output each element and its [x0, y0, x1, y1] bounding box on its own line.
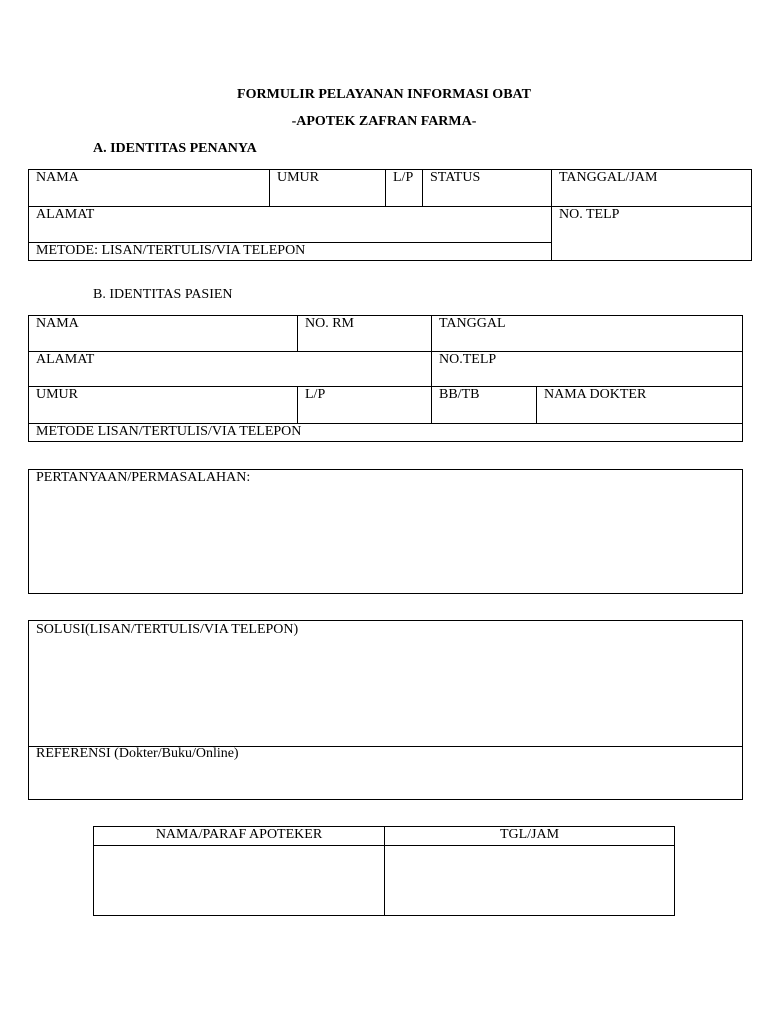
- a-umur-field[interactable]: [269, 169, 386, 207]
- b-metode-field[interactable]: [28, 423, 743, 442]
- b-bb-tb-field[interactable]: [431, 386, 537, 424]
- b-nama-field[interactable]: [28, 315, 298, 352]
- form-title: FORMULIR PELAYANAN INFORMASI OBAT: [237, 87, 531, 102]
- a-nama-field[interactable]: [28, 169, 270, 207]
- tgl-jam-field[interactable]: [384, 845, 675, 916]
- tgl-jam-header: [384, 826, 675, 846]
- a-status-field[interactable]: [422, 169, 552, 207]
- b-bb-tb-label: BB/TB: [439, 387, 480, 402]
- section-b-heading: B. IDENTITAS PASIEN: [93, 287, 233, 302]
- a-alamat-label: ALAMAT: [36, 207, 95, 222]
- apoteker-header: [93, 826, 385, 846]
- b-lp-label: L/P: [305, 387, 326, 402]
- a-metode-label: METODE: LISAN/TERTULIS/VIA TELEPON: [36, 243, 306, 258]
- b-umur-field[interactable]: [28, 386, 298, 424]
- b-lp-field[interactable]: [297, 386, 432, 424]
- referensi-label: REFERENSI (Dokter/Buku/Online): [36, 746, 239, 761]
- b-no-rm-field[interactable]: [297, 315, 432, 352]
- pertanyaan-label: PERTANYAAN/PERMASALAHAN:: [36, 470, 251, 485]
- a-lp-field[interactable]: [385, 169, 423, 207]
- solusi-box[interactable]: [28, 620, 743, 747]
- b-nama-dokter-label: NAMA DOKTER: [544, 387, 647, 402]
- a-tanggal-jam-field[interactable]: [551, 169, 752, 207]
- pertanyaan-box[interactable]: [28, 469, 743, 594]
- a-lp-label: L/P: [393, 170, 414, 185]
- a-alamat-field[interactable]: [28, 206, 552, 243]
- a-no-telp-label: NO. TELP: [559, 207, 620, 222]
- solusi-label: SOLUSI(LISAN/TERTULIS/VIA TELEPON): [36, 622, 299, 637]
- b-alamat-field[interactable]: [28, 351, 432, 387]
- b-metode-label: METODE LISAN/TERTULIS/VIA TELEPON: [36, 424, 302, 439]
- b-tanggal-label: TANGGAL: [439, 316, 506, 331]
- apoteker-signature-field[interactable]: [93, 845, 385, 916]
- a-umur-label: UMUR: [277, 170, 320, 185]
- a-tanggal-jam-label: TANGGAL/JAM: [559, 170, 658, 185]
- b-umur-label: UMUR: [36, 387, 79, 402]
- b-no-telp-label: NO.TELP: [439, 352, 497, 367]
- b-no-telp-field[interactable]: [431, 351, 743, 387]
- a-nama-label: NAMA: [36, 170, 79, 185]
- b-nama-label: NAMA: [36, 316, 79, 331]
- a-status-label: STATUS: [430, 170, 481, 185]
- apoteker-header-label: NAMA/PARAF APOTEKER: [155, 827, 323, 842]
- section-a-heading: A. IDENTITAS PENANYA: [93, 141, 257, 156]
- referensi-box[interactable]: [28, 746, 743, 800]
- b-no-rm-label: NO. RM: [305, 316, 355, 331]
- b-nama-dokter-field[interactable]: [536, 386, 743, 424]
- tgl-jam-header-label: TGL/JAM: [499, 827, 560, 842]
- b-alamat-label: ALAMAT: [36, 352, 95, 367]
- b-tanggal-field[interactable]: [431, 315, 743, 352]
- form-subtitle: -APOTEK ZAFRAN FARMA-: [291, 114, 477, 129]
- a-no-telp-field[interactable]: [551, 206, 752, 261]
- a-metode-field[interactable]: [28, 242, 552, 261]
